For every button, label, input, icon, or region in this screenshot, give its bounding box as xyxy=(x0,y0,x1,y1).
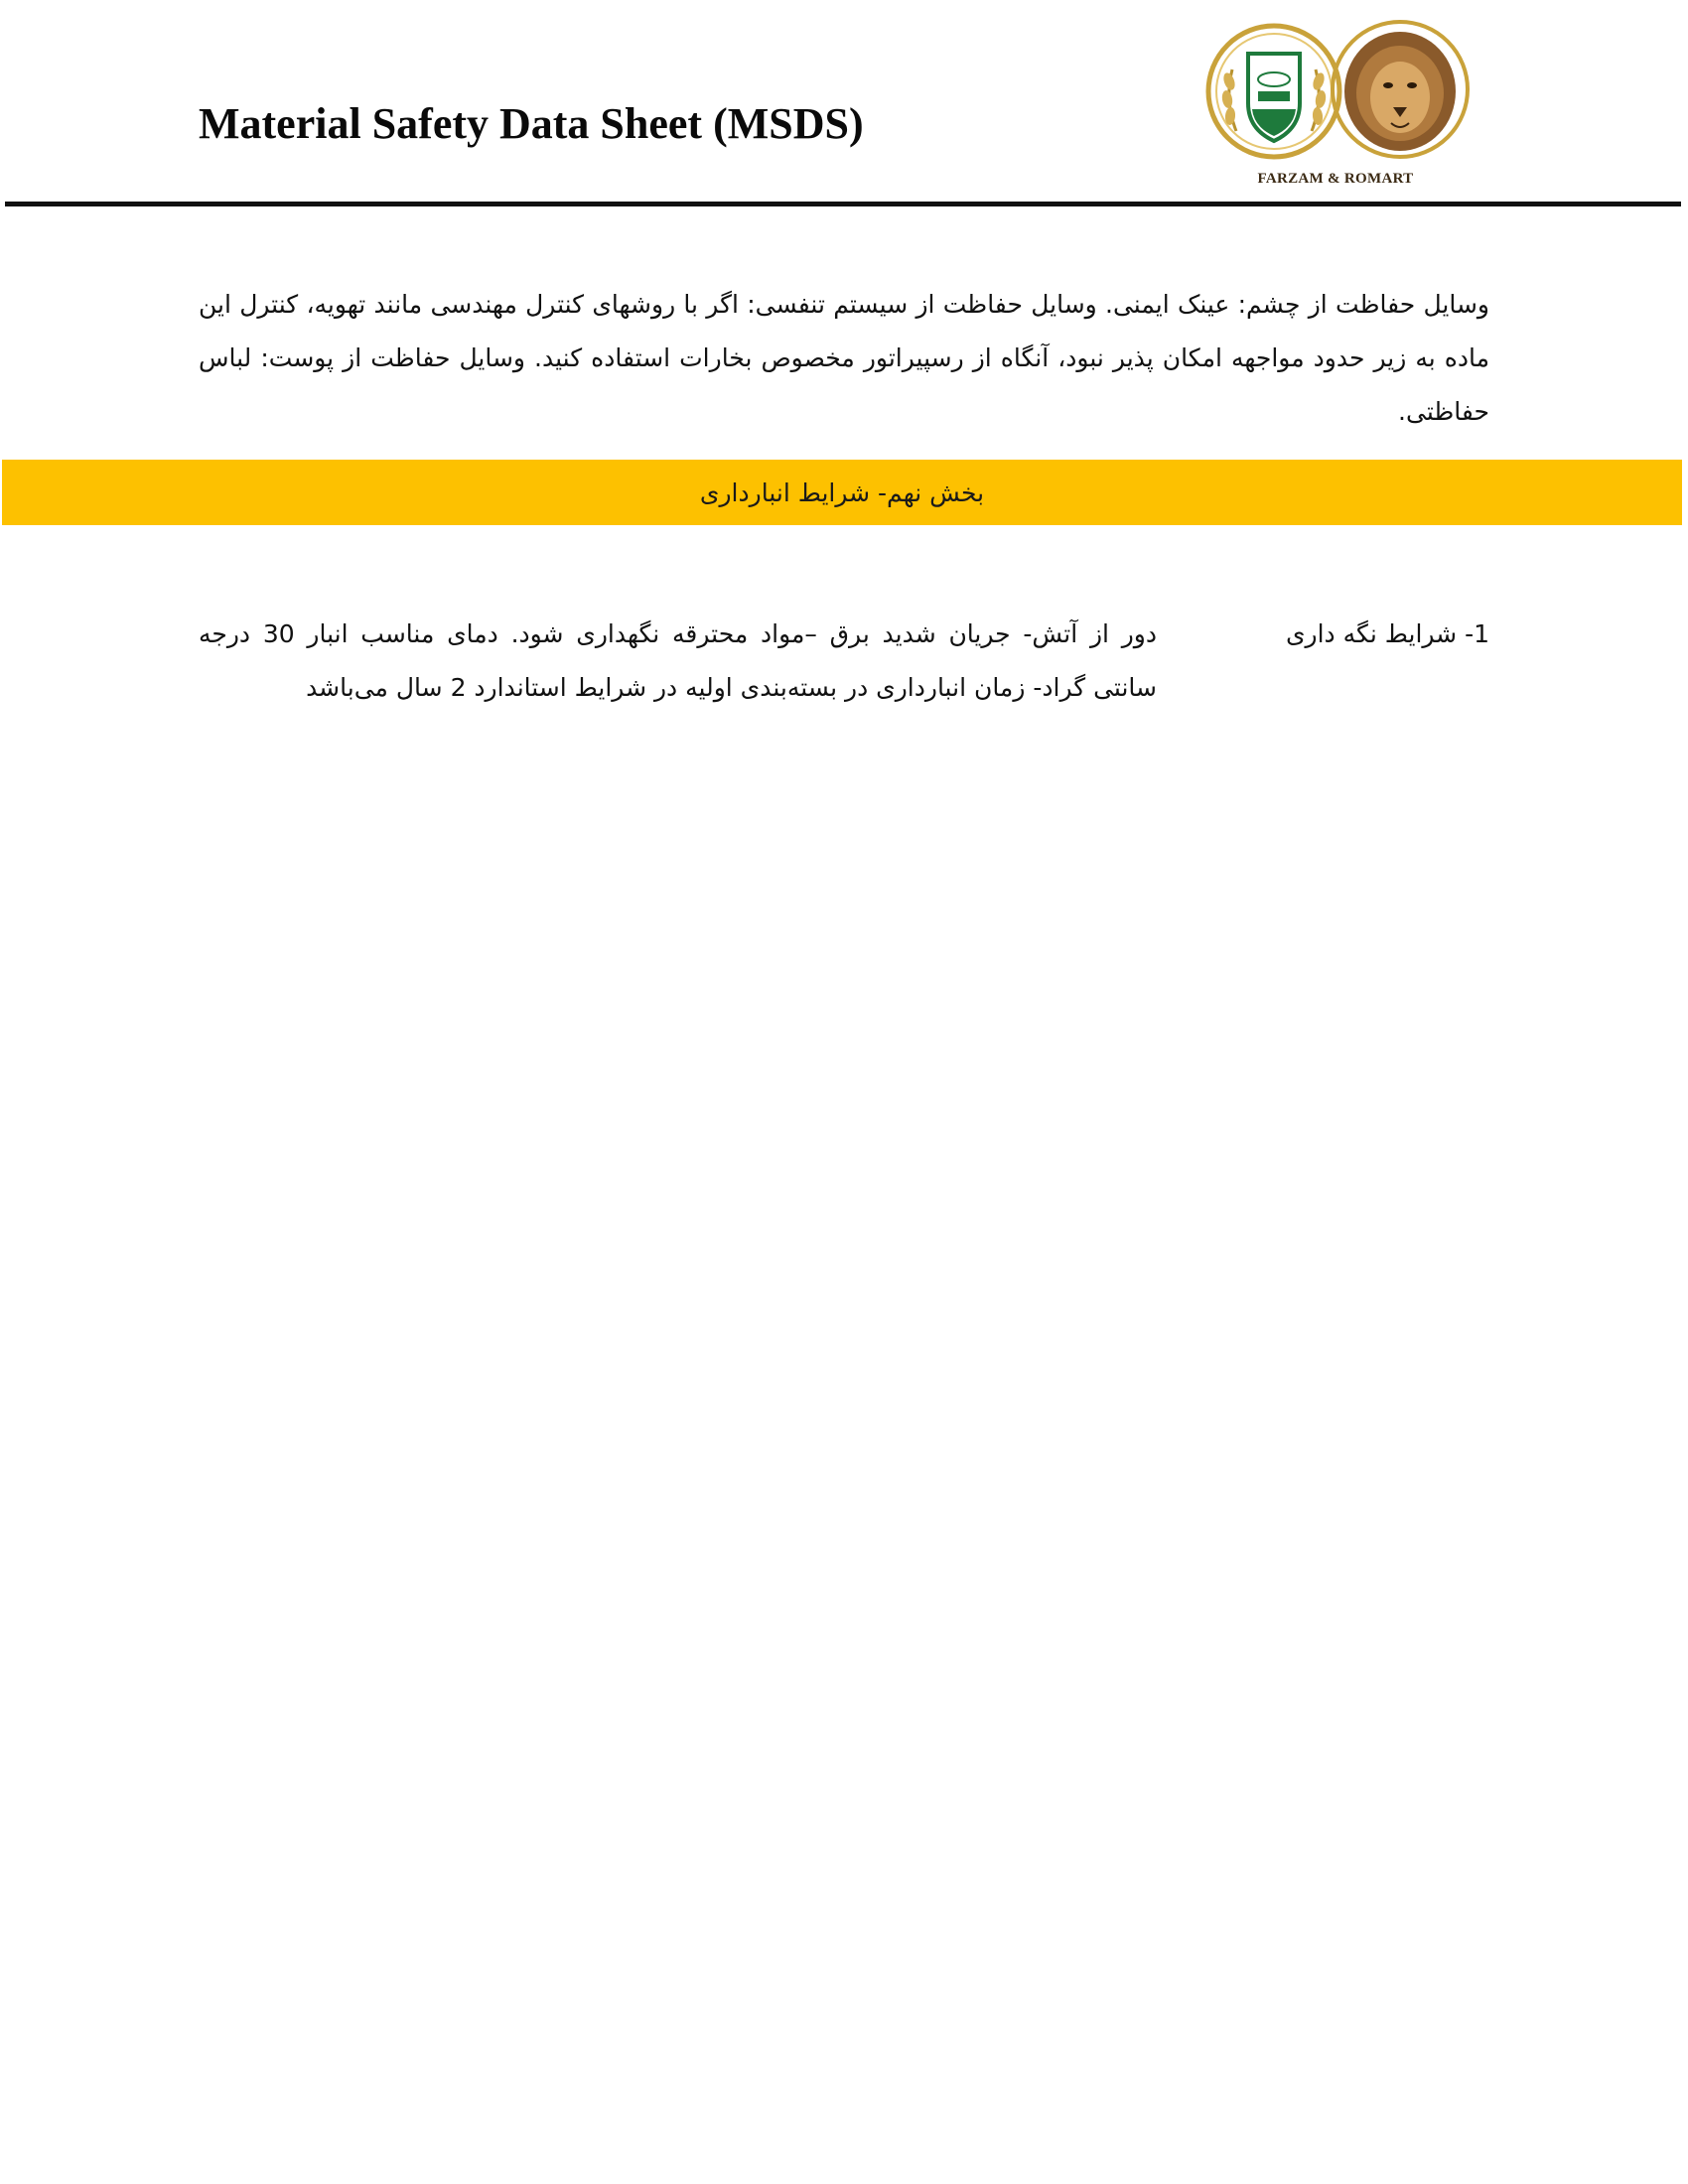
header-divider xyxy=(5,202,1681,206)
logo-graphic xyxy=(1196,12,1475,171)
logo-caption: FARZAM & ROMART xyxy=(1257,171,1414,187)
document-title: Material Safety Data Sheet (MSDS) xyxy=(199,99,864,148)
storage-conditions-value: دور از آتش- جریان شدید برق –مواد محترقه نگهداری شود. دمای مناسب انبار 30 درجه سانتی گراد- زمان انبارداری در بسته‌بندی اولیه در شرایط استاندارد 2 سال می‌باشد xyxy=(199,619,1157,702)
company-logo xyxy=(1196,12,1475,196)
section-header-band xyxy=(2,460,1682,525)
storage-conditions-label: 1- شرایط نگه داری xyxy=(1285,619,1489,648)
section-title: بخش نهم- شرایط انبارداری xyxy=(699,478,985,507)
protective-equipment-paragraph: وسایل حفاظت از چشم: عینک ایمنی. وسایل حفاظت از سیستم تنفسی: اگر با روشهای کنترل مهندسی مانند تهویه، کنترل این ماده به زیر حدود مواجهه امکان پذیر نبود، آنگاه از رسپیراتور مخصوص بخارات استفاده کنید. وسایل حفاظت از پوست: لباس حفاظتی. xyxy=(199,290,1489,426)
